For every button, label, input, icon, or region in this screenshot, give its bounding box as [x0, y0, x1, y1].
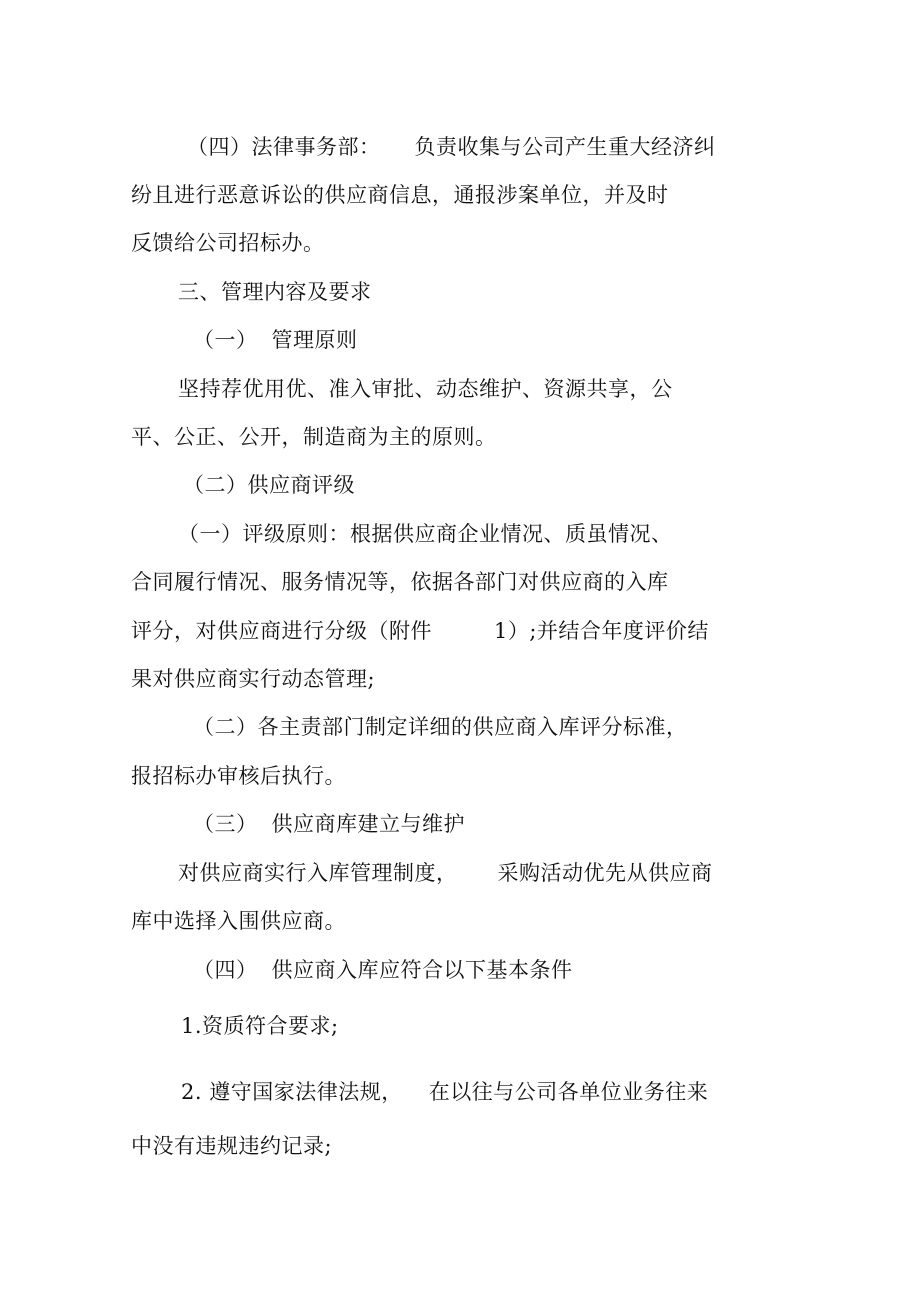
subsection-number: （三） [193, 812, 258, 836]
text-segment: 中没有违规违约记录; [131, 1134, 333, 1158]
text-segment: 对供应商实行入库管理制度， [178, 861, 458, 885]
list-item-text: 2. 遵守国家法律法规， [181, 1080, 403, 1104]
paragraph-rating-line-1 [178, 520, 673, 548]
section-heading-3 [178, 278, 372, 306]
text-segment: （二）各主责部门制定详细的供应商入库评分标准， [193, 715, 688, 739]
paragraph-rating-line-2 [131, 568, 669, 596]
subsection-title: （二）供应商评级 [183, 473, 355, 497]
section-heading-legal-affairs: （四）法律事务部： [187, 135, 381, 159]
paragraph-scoring-line-1 [193, 713, 688, 741]
text-segment: 纷且进行恶意诉讼的供应商信息，通报涉案单位，并及时 [131, 183, 669, 207]
paragraph-rating-line-4 [131, 665, 375, 693]
text-segment: 合同履行情况、服务情况等，依据各部门对供应商的入库 [131, 570, 669, 594]
list-item-2-line-1 [181, 1078, 708, 1106]
subsection-heading-rating [183, 471, 355, 499]
heading-text: 三、管理内容及要求 [178, 280, 372, 304]
subsection-number: （四） [193, 958, 258, 982]
subsection-heading-conditions [193, 956, 573, 984]
text-segment: 坚持荐优用优、准入审批、动态维护、资源共享，公 [178, 377, 673, 401]
list-item-text: 1.资质符合要求; [181, 1014, 339, 1038]
text-segment: 采购活动优先从供应商 [497, 861, 713, 885]
subsection-number: （一） [193, 328, 258, 352]
text-segment: （一）评级原则：根据供应商企业情况、质虽情况、 [178, 522, 673, 546]
paragraph-legal-affairs-line-3 [131, 229, 325, 257]
paragraph-principles-line-1 [178, 375, 673, 403]
list-item-1 [181, 1012, 339, 1040]
paragraph-scoring-line-2 [131, 762, 346, 790]
paragraph-principles-line-2 [131, 423, 497, 451]
text-segment: 1）;并结合年度评价结 [494, 619, 709, 643]
subsection-heading-library [193, 810, 465, 838]
text-segment: 库中选择入围供应商。 [131, 909, 346, 933]
paragraph-rating-line-3 [131, 617, 709, 645]
text-segment: 报招标办审核后执行。 [131, 764, 346, 788]
subsection-title: 供应商库建立与维护 [271, 812, 465, 836]
subsection-title: 管理原则 [271, 328, 358, 352]
text-segment: 在以往与公司各单位业务往来 [428, 1080, 709, 1104]
text-segment: 评分，对供应商进行分级（附件 [131, 619, 432, 643]
paragraph-legal-affairs-line-2 [131, 181, 669, 209]
text-segment: 果对供应商实行动态管理; [131, 667, 376, 691]
text-segment: 平、公正、公开，制造商为主的原则。 [131, 425, 497, 449]
list-item-2-line-2 [131, 1132, 332, 1160]
subsection-heading-principles [193, 326, 358, 354]
paragraph-legal-affairs-line-1 [187, 133, 716, 161]
paragraph-library-line-1 [178, 859, 713, 887]
paragraph-library-line-2 [131, 907, 346, 935]
subsection-title: 供应商入库应符合以下基本条件 [271, 958, 573, 982]
text-segment: 负责收集与公司产生重大经济纠 [414, 135, 716, 159]
text-segment: 反馈给公司招标办。 [131, 231, 325, 255]
